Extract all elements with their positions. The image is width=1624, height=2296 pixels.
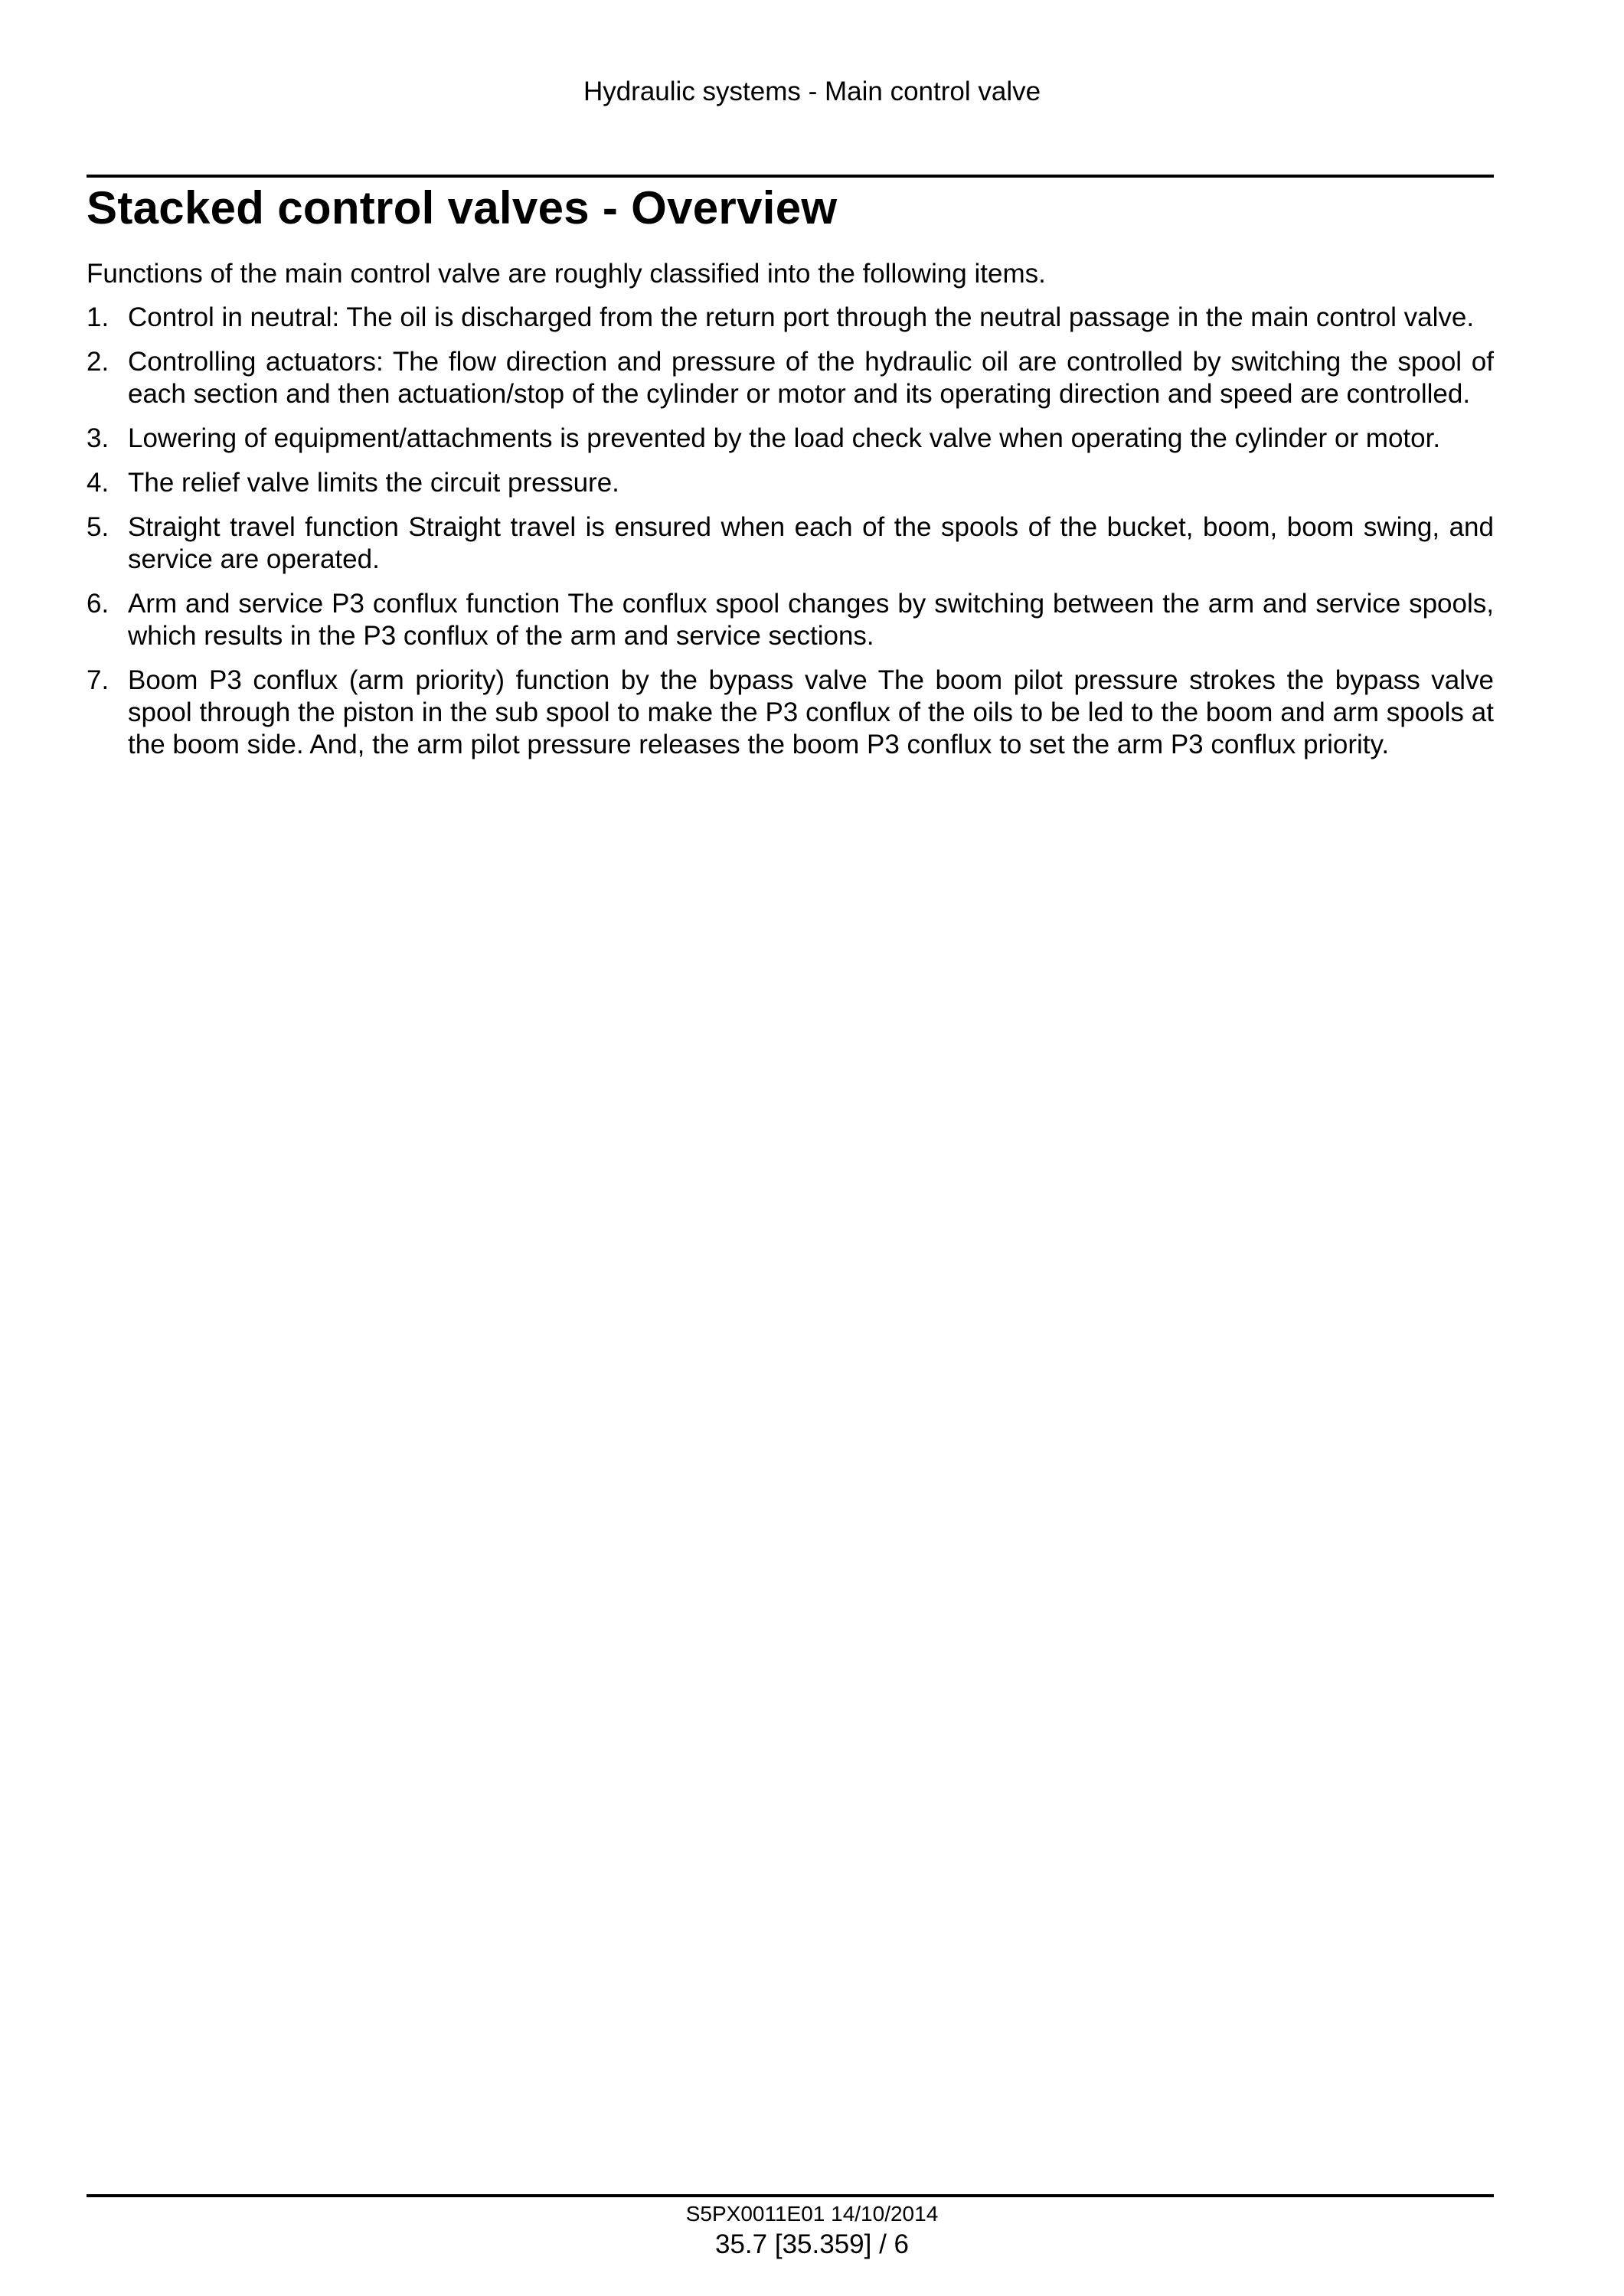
list-item [87, 665, 1494, 761]
function-list [87, 302, 1494, 773]
list-item-text: Boom P3 conflux (arm priority) function by the bypass valve The boom pilot pressure strokes the bypass valve spool through the piston in the sub spool to make the P3 conflux of the oils to be led to the boom and arm spools at the boom side. And, the arm pilot pressure releases the boom P3 conflux to set the arm P3 conflux priority. [128, 665, 1494, 759]
list-item [87, 302, 1494, 334]
top-divider [87, 175, 1494, 178]
document-code: S5PX0011E01 14/10/2014 [685, 2202, 939, 2226]
list-item-text: Controlling actuators: The flow direction and pressure of the hydraulic oil are controlled by switching the spool of each section and then actuation/stop of the cylinder or motor and its operating direction and speed are controlled. [128, 347, 1494, 409]
bottom-divider [87, 2194, 1494, 2197]
list-item-number: 3. [87, 423, 109, 453]
list-item-number: 5. [87, 512, 109, 542]
intro-paragraph: Functions of the main control valve are roughly classified into the following items. [87, 259, 1046, 289]
list-item-number: 1. [87, 302, 109, 332]
list-item-number: 4. [87, 468, 109, 498]
list-item [87, 467, 1494, 499]
list-item-text: Straight travel function Straight travel is ensured when each of the spools of the bucket, boom, boom swing, and service are operated. [128, 512, 1494, 574]
list-item-number: 2. [87, 347, 109, 377]
list-item-text: Arm and service P3 conflux function The conflux spool changes by switching between the arm and service spools, which results in the P3 conflux of the arm and service sections. [128, 589, 1494, 651]
list-item [87, 423, 1494, 455]
list-item-number: 6. [87, 589, 109, 619]
list-item-number: 7. [87, 665, 109, 695]
running-header: Hydraulic systems - Main control valve [583, 77, 1041, 106]
list-item-text: Control in neutral: The oil is discharged from the return port through the neutral passage in the main control valve. [128, 302, 1475, 332]
list-item-text: Lowering of equipment/attachments is prevented by the load check valve when operating the cylinder or motor. [128, 423, 1441, 453]
list-item [87, 346, 1494, 410]
page-reference: 35.7 [35.359] / 6 [715, 2229, 909, 2259]
page-title: Stacked control valves - Overview [87, 182, 838, 234]
list-item-text: The relief valve limits the circuit pressure. [128, 468, 619, 498]
list-item [87, 588, 1494, 652]
list-item [87, 511, 1494, 576]
